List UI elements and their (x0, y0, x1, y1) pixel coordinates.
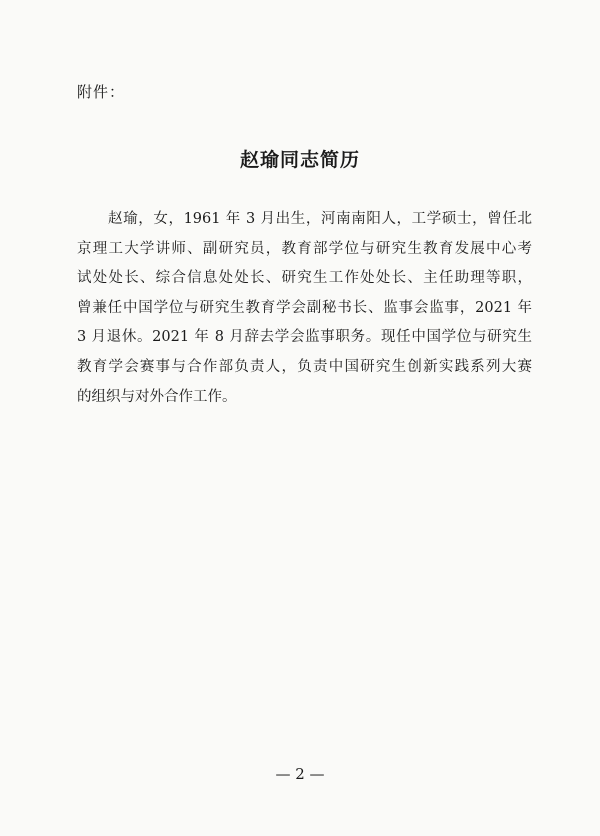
bio-line: 曾兼任中国学位与研究生教育学会副秘书长、监事会监事，2021 年 (77, 299, 532, 316)
bio-line: 赵瑜，女，1961 年 3 月出生，河南南阳人，工学硕士，曾任北 (108, 211, 532, 227)
bio-line: 京理工大学讲师、副研究员，教育部学位与研究生教育发展中心考 (77, 240, 532, 257)
bio-line: 试处处长、综合信息处处长、研究生工作处处长、主任助理等职， (77, 270, 532, 287)
page-title: 赵瑜同志简历 (239, 149, 360, 171)
bio-line: 3 月退休。2021 年 8 月辞去学会监事职务。现任中国学位与研究生 (77, 329, 532, 346)
bio-line: 的组织与对外合作工作。 (77, 388, 237, 405)
attachment-label: 附件： (77, 83, 126, 101)
bio-paragraph (77, 205, 532, 412)
page-number: — 2 — (275, 765, 325, 783)
bio-line: 教育学会赛事与合作部负责人，负责中国研究生创新实践系列大赛 (77, 358, 532, 375)
